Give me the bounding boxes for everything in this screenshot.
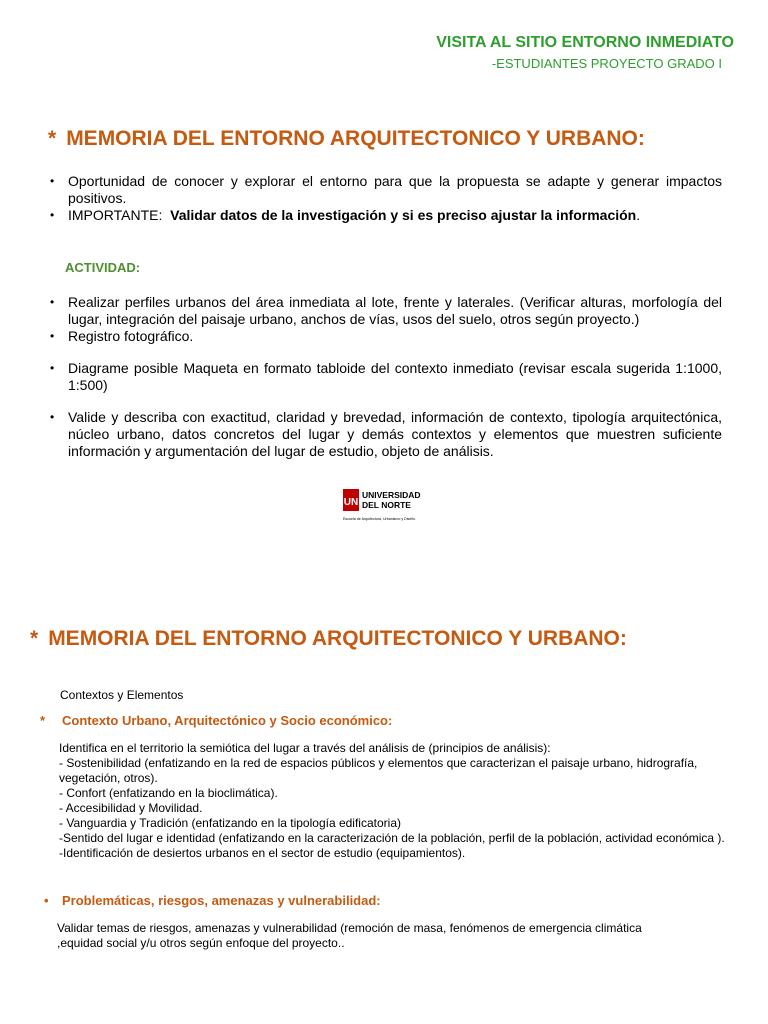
- activity-bullet-list: [48, 294, 722, 460]
- problems-heading-text: Problemáticas, riesgos, amenazas y vulnerabilidad:: [62, 893, 381, 908]
- section2-title: [30, 627, 627, 651]
- section1-title: [48, 127, 645, 151]
- section1-title-text: MEMORIA DEL ENTORNO ARQUITECTONICO Y URBANO:: [66, 127, 645, 150]
- university-logo: [343, 487, 433, 523]
- activity-item-1: • Realizar perfiles urbanos del área inmediata al lote, frente y laterales. (Verificar alturas, morfología del lugar, integración del paisaje urbano, anchos de vías, usos del suelo, otros según proyecto.): [48, 294, 722, 328]
- important-bold-text: Validar datos de la investigación y si es preciso ajustar la información: [170, 207, 637, 223]
- context-line-3: - Confort (enfatizando en la bioclimática).: [59, 786, 278, 800]
- context-line-6: -Sentido del lugar e identidad (enfatizando en la caracterización de la población, perfil de la población, actividad económica ).: [59, 831, 725, 845]
- important-prefix: IMPORTANTE:: [68, 207, 171, 223]
- context-line-2: - Sostenibilidad (enfatizando en la red de espacios públicos y elementos que caracterizan el paisaje urbano, hidrografía, vegetación, otros).: [59, 756, 698, 785]
- logo-line1: UNIVERSIDAD: [362, 490, 421, 500]
- important-suffix: .: [636, 207, 641, 223]
- problems-heading: [44, 893, 381, 908]
- context-line-1: Identifica en el territorio la semiótica del lugar a través del análisis de (principios de análisis):: [59, 741, 551, 755]
- intro-bullet-list: [48, 173, 722, 224]
- problems-body: Validar temas de riesgos, amenazas y vulnerabilidad (remoción de masa, fenómenos de emergencia climática ,equidad social y/u otros según enfoque del proyecto..: [57, 921, 642, 950]
- university-logo-image: [343, 487, 433, 523]
- header-subtitle: -ESTUDIANTES PROYECTO GRADO I: [491, 56, 722, 71]
- activity-item-3: • Diagrame posible Maqueta en formato tabloide del contexto inmediato (revisar escala sugerida 1:1000, 1:500): [48, 360, 722, 394]
- context-heading: [40, 713, 392, 728]
- contexts-label: Contextos y Elementos: [60, 688, 184, 702]
- context-line-4: - Accesibilidad y Movilidad.: [59, 801, 203, 815]
- problems-heading-mark: •: [44, 893, 49, 908]
- section1-star: *: [48, 127, 57, 150]
- context-heading-text: Contexto Urbano, Arquitectónico y Socio económico:: [62, 713, 393, 728]
- header-title: VISITA AL SITIO ENTORNO INMEDIATO: [436, 34, 734, 51]
- logo-line2: DEL NORTE: [362, 500, 411, 510]
- logo-mark-text: UN: [343, 497, 359, 508]
- activity-item-4: • Valide y describa con exactitud, claridad y brevedad, información de contexto, tipología arquitectónica, núcleo urbano, datos concretos del lugar y demás contextos y elementos que muestren suficiente información y argumentación del lugar de estudio, objeto de análisis.: [48, 409, 722, 460]
- context-line-7: -Identificación de desiertos urbanos en el sector de estudio (equipamientos).: [59, 846, 466, 860]
- section2-title-text: MEMORIA DEL ENTORNO ARQUITECTONICO Y URBANO:: [48, 627, 627, 650]
- intro-bullet-1: • Oportunidad de conocer y explorar el entorno para que la propuesta se adapte y generar impactos positivos.: [48, 173, 722, 207]
- logo-tagline: Escuela de Arquitectura, Urbanismo y Diseño: [343, 517, 416, 521]
- context-heading-mark: *: [40, 713, 46, 728]
- activity-label: ACTIVIDAD:: [65, 260, 141, 275]
- activity-item-2: • Registro fotográfico.: [48, 328, 722, 345]
- section2-star: *: [30, 627, 39, 650]
- intro-bullet-2: [48, 207, 722, 224]
- context-line-5: - Vanguardia y Tradición (enfatizando en la tipología edificatoria): [59, 816, 401, 830]
- context-body: [59, 741, 749, 861]
